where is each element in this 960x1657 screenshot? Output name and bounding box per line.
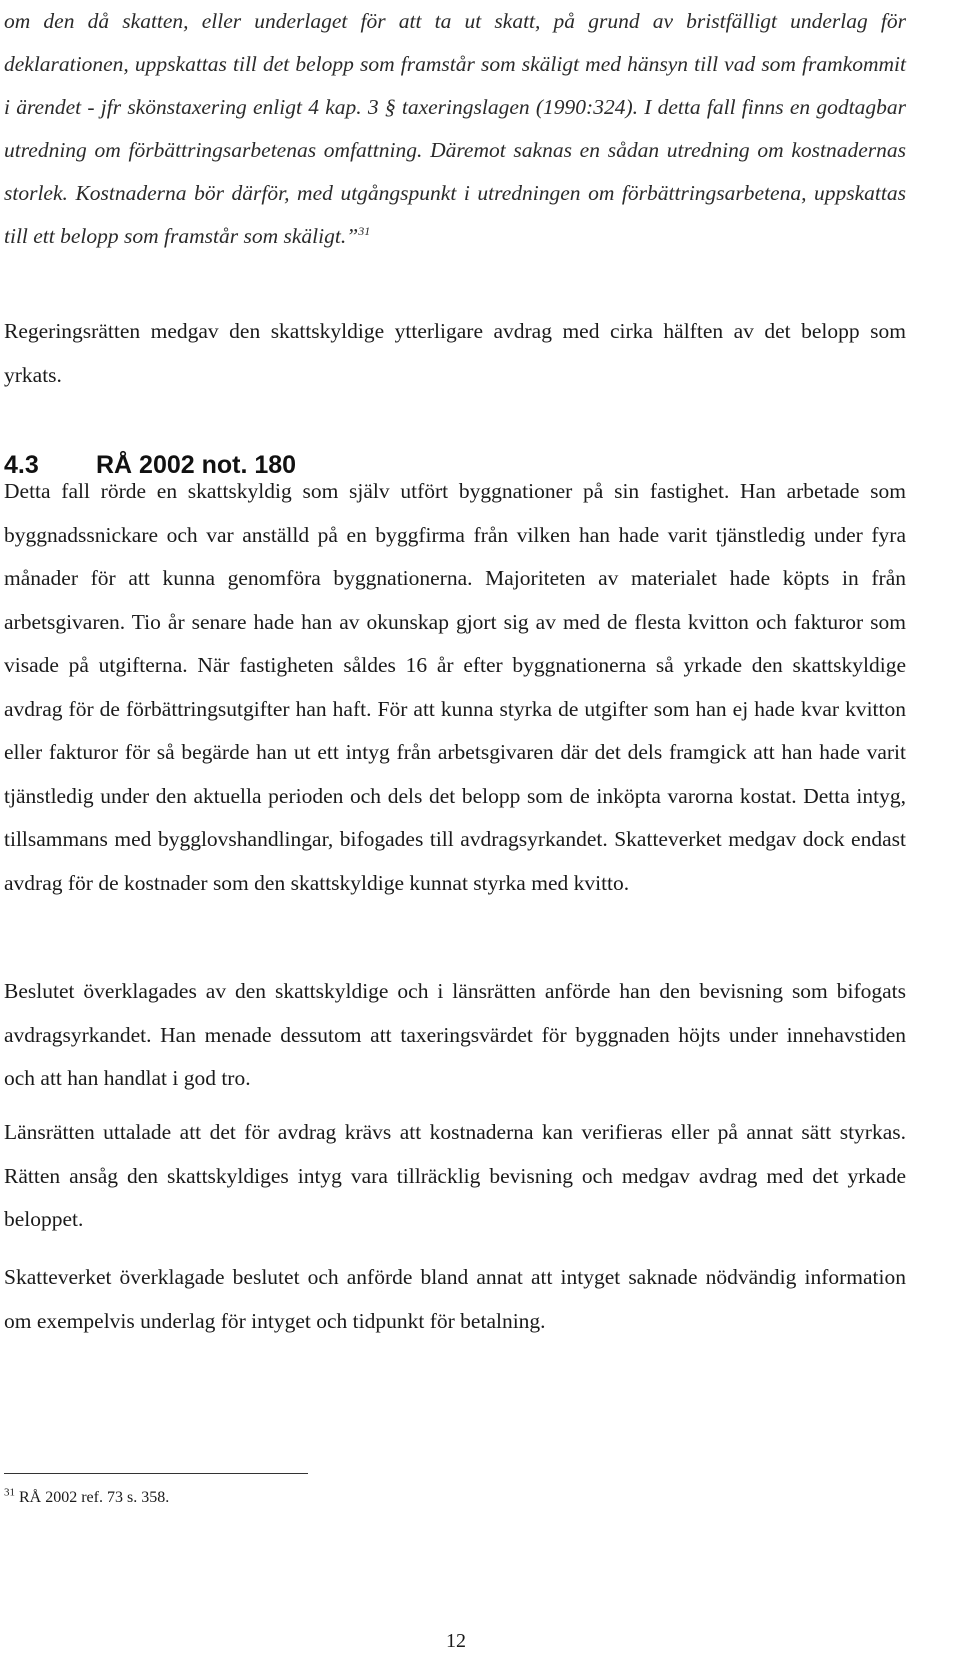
paragraph-appeal: Beslutet överklagades av den skattskyldige och i länsrätten anförde han den bevisning som bifogats avdragsyrkandet. Han menade dessutom att taxeringsvärdet för byggnaden höjts under innehavstiden och att han handlat i god tro.: [4, 979, 906, 1090]
quote-text: om den då skatten, eller underlaget för att ta ut skatt, på grund av bristfälligt underlag för deklarationen, uppskattas till det belopp som framstår som skäligt med hänsyn till vad som framkommit i ärendet - jfr skönstaxering enligt 4 kap. 3 § taxeringslagen (1990:324). I detta fall finns en godtagbar utredning om förbättringsarbetenas omfattning. Däremot saknas en sådan utredning om kostnadernas storlek. Kostnaderna bör därför, med utgångspunkt i utredningen om förbättringsarbetena, uppskattas till ett belopp som framstår som skäligt.”: [4, 9, 906, 248]
section-number: 4.3: [4, 451, 39, 479]
paragraph-tax-agency-appeal: Skatteverket överklagade beslutet och anförde bland annat att intyget saknade nödvändig information om exempelvis underlag för intyget och tidpunkt för betalning.: [4, 1265, 906, 1333]
footnote-divider: [4, 1473, 308, 1474]
footnote-number: 31: [4, 1486, 15, 1499]
section-title: RÅ 2002 not. 180: [96, 451, 297, 479]
footnote-reference[interactable]: 31: [358, 223, 371, 238]
paragraph-case-facts: Detta fall rörde en skattskyldig som själv utfört byggnationer på sin fastighet. Han arbetade som byggnadssnickare och var anställd på en byggfirma från vilken han hade varit tjänstledig under fyra månader för att kunna genomföra byggnationerna. Majoriteten av materialet hade köpts in från arbetsgivaren. Tio år senare hade han av okunskap gjort sig av med de flesta kvitton och fakturor som visade på utgifterna. När fastigheten såldes 16 år efter byggnationerna så yrkade den skattskyldige avdrag för de förbättringsutgifter han haft. För att kunna styrka de utgifter som han ej hade kvar kvitton eller fakturor för så begärde han ut ett intyg från arbetsgivaren där det dels framgick att han hade varit tjänstledig under den aktuella perioden och dels det belopp som de inköpta varorna kostat. Detta intyg, tillsammans med bygglovshandlingar, bifogades till avdragsyrkandet. Skatteverket medgav dock endast avdrag för de kostnader som den skattskyldige kunnat styrka med kvitto.: [4, 479, 906, 895]
paragraph-ruling-summary: Regeringsrätten medgav den skattskyldige ytterligare avdrag med cirka hälften av det belopp som yrkats.: [4, 319, 906, 387]
footnote: [4, 1487, 169, 1509]
footnote-text: RÅ 2002 ref. 73 s. 358.: [15, 1489, 170, 1506]
paragraph-county-court: Länsrätten uttalade att det för avdrag krävs att kostnaderna kan verifieras eller på annat sätt styrkas. Rätten ansåg den skattskyldiges intyg vara tillräcklig bevisning och medgav avdrag med det yrkade beloppet.: [4, 1120, 906, 1231]
block-quote: [4, 0, 906, 258]
page-number: 12: [446, 1630, 466, 1652]
